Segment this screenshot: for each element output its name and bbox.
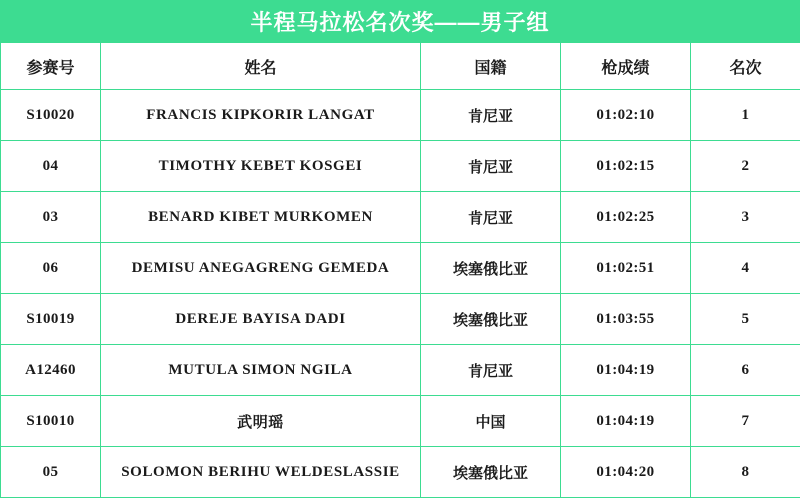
cell-time: 01:04:19 bbox=[561, 396, 691, 447]
table-header-row bbox=[1, 43, 800, 90]
table-row bbox=[1, 90, 800, 141]
cell-name: SOLOMON BERIHU WELDESLASSIE bbox=[101, 447, 421, 498]
table-row bbox=[1, 345, 800, 396]
cell-bib: 04 bbox=[1, 141, 101, 192]
column-header-rank: 名次 bbox=[691, 43, 800, 90]
column-header-nation: 国籍 bbox=[421, 43, 561, 90]
table-row bbox=[1, 141, 800, 192]
cell-time: 01:02:25 bbox=[561, 192, 691, 243]
table-row bbox=[1, 294, 800, 345]
cell-rank: 6 bbox=[691, 345, 800, 396]
table-row bbox=[1, 192, 800, 243]
table-body bbox=[1, 90, 800, 498]
cell-nation: 肯尼亚 bbox=[421, 141, 561, 192]
cell-nation: 埃塞俄比亚 bbox=[421, 294, 561, 345]
cell-time: 01:03:55 bbox=[561, 294, 691, 345]
cell-rank: 7 bbox=[691, 396, 800, 447]
cell-time: 01:02:51 bbox=[561, 243, 691, 294]
cell-bib: A12460 bbox=[1, 345, 101, 396]
cell-nation: 埃塞俄比亚 bbox=[421, 447, 561, 498]
cell-nation: 肯尼亚 bbox=[421, 90, 561, 141]
table-header bbox=[1, 43, 800, 90]
column-header-bib: 参赛号 bbox=[1, 43, 101, 90]
cell-time: 01:02:15 bbox=[561, 141, 691, 192]
cell-name: BENARD KIBET MURKOMEN bbox=[101, 192, 421, 243]
cell-rank: 1 bbox=[691, 90, 800, 141]
table-row bbox=[1, 396, 800, 447]
results-table bbox=[0, 42, 800, 498]
table-row bbox=[1, 243, 800, 294]
table-row bbox=[1, 447, 800, 498]
cell-bib: 06 bbox=[1, 243, 101, 294]
cell-bib: 05 bbox=[1, 447, 101, 498]
cell-nation: 埃塞俄比亚 bbox=[421, 243, 561, 294]
cell-rank: 2 bbox=[691, 141, 800, 192]
cell-nation: 肯尼亚 bbox=[421, 345, 561, 396]
cell-bib: S10010 bbox=[1, 396, 101, 447]
column-header-name: 姓名 bbox=[101, 43, 421, 90]
cell-name: 武明瑶 bbox=[101, 396, 421, 447]
cell-name: MUTULA SIMON NGILA bbox=[101, 345, 421, 396]
cell-nation: 肯尼亚 bbox=[421, 192, 561, 243]
cell-bib: 03 bbox=[1, 192, 101, 243]
column-header-time: 枪成绩 bbox=[561, 43, 691, 90]
cell-rank: 8 bbox=[691, 447, 800, 498]
cell-nation: 中国 bbox=[421, 396, 561, 447]
cell-rank: 4 bbox=[691, 243, 800, 294]
cell-bib: S10019 bbox=[1, 294, 101, 345]
cell-bib: S10020 bbox=[1, 90, 101, 141]
cell-name: DEREJE BAYISA DADI bbox=[101, 294, 421, 345]
title-bar bbox=[0, 0, 800, 42]
cell-name: FRANCIS KIPKORIR LANGAT bbox=[101, 90, 421, 141]
cell-rank: 3 bbox=[691, 192, 800, 243]
cell-time: 01:02:10 bbox=[561, 90, 691, 141]
cell-rank: 5 bbox=[691, 294, 800, 345]
page-title: 半程马拉松名次奖——男子组 bbox=[250, 6, 549, 37]
cell-time: 01:04:20 bbox=[561, 447, 691, 498]
cell-time: 01:04:19 bbox=[561, 345, 691, 396]
cell-name: TIMOTHY KEBET KOSGEI bbox=[101, 141, 421, 192]
cell-name: DEMISU ANEGAGRENG GEMEDA bbox=[101, 243, 421, 294]
